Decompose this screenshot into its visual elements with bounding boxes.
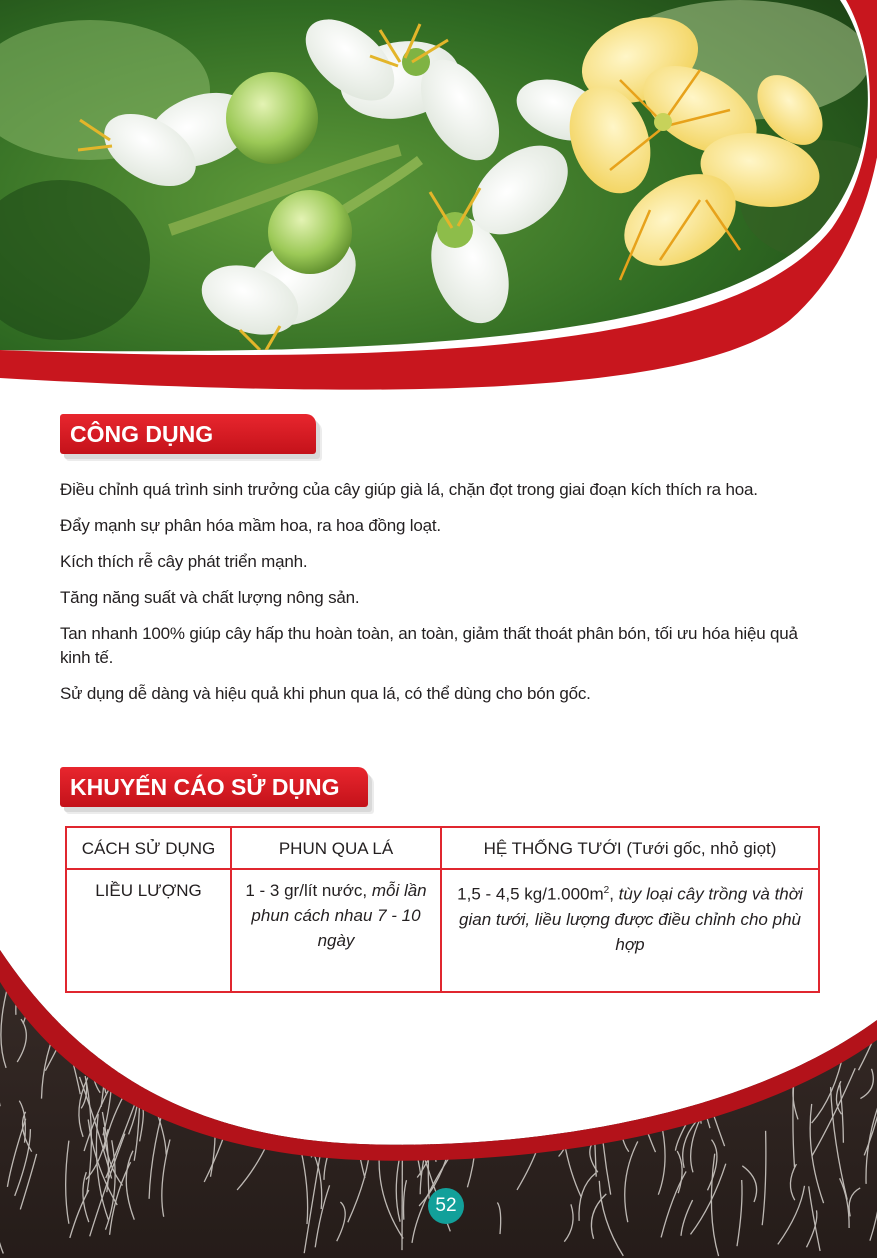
list-item: Tan nhanh 100% giúp cây hấp thu hoàn toàn, an toàn, giảm thất thoát phân bón, tối ưu hóa hiệu quả kinh tế. (60, 624, 798, 667)
irrigation-note: tùy loại cây trồng và thời gian tưới, liều lượng được điều chỉnh cho phù hợp (459, 884, 803, 954)
foliar-note: mỗi lần phun cách nhau 7 - 10 ngày (251, 881, 427, 950)
list-item: Sử dụng dễ dàng và hiệu quả khi phun qua lá, có thể dùng cho bón gốc. (60, 684, 591, 703)
list-item: Điều chỉnh quá trình sinh trưởng của cây giúp già lá, chặn đọt trong giai đoạn kích thích ra hoa. (60, 480, 758, 499)
header-flower-photo (0, 0, 877, 400)
table-header-row (66, 827, 819, 869)
page-number: 52 (428, 1188, 464, 1224)
list-item: Đẩy mạnh sự phân hóa mầm hoa, ra hoa đồng loạt. (60, 516, 441, 535)
uses-list (60, 478, 830, 718)
table-header-cell: CÁCH SỬ DỤNG (66, 827, 231, 869)
section-heading-recommendation: KHUYẾN CÁO SỬ DỤNG (60, 767, 368, 807)
usage-table (65, 826, 820, 993)
table-header-cell: HỆ THỐNG TƯỚI (Tưới gốc, nhỏ giọt) (441, 827, 819, 869)
foliar-dosage-cell (231, 869, 441, 992)
table-row (66, 869, 819, 992)
foliar-rate: 1 - 3 gr/lít nước, (245, 881, 368, 900)
irrigation-rate: 1,5 - 4,5 kg/1.000m (457, 884, 604, 904)
section-heading-uses: CÔNG DỤNG (60, 414, 316, 454)
list-item: Tăng năng suất và chất lượng nông sản. (60, 588, 360, 607)
list-item: Kích thích rễ cây phát triển mạnh. (60, 552, 308, 571)
irrigation-rate-exponent: 2 (603, 885, 610, 896)
row-label-dosage: LIỀU LƯỢNG (66, 869, 231, 992)
table-header-cell: PHUN QUA LÁ (231, 827, 441, 869)
irrigation-dosage-cell: 1,5 - 4,5 $kg/1.000m^2$, tùy loại cây trồng và thời gian tưới, liều lượng được điều chỉnh cho phù hợp (441, 869, 819, 992)
